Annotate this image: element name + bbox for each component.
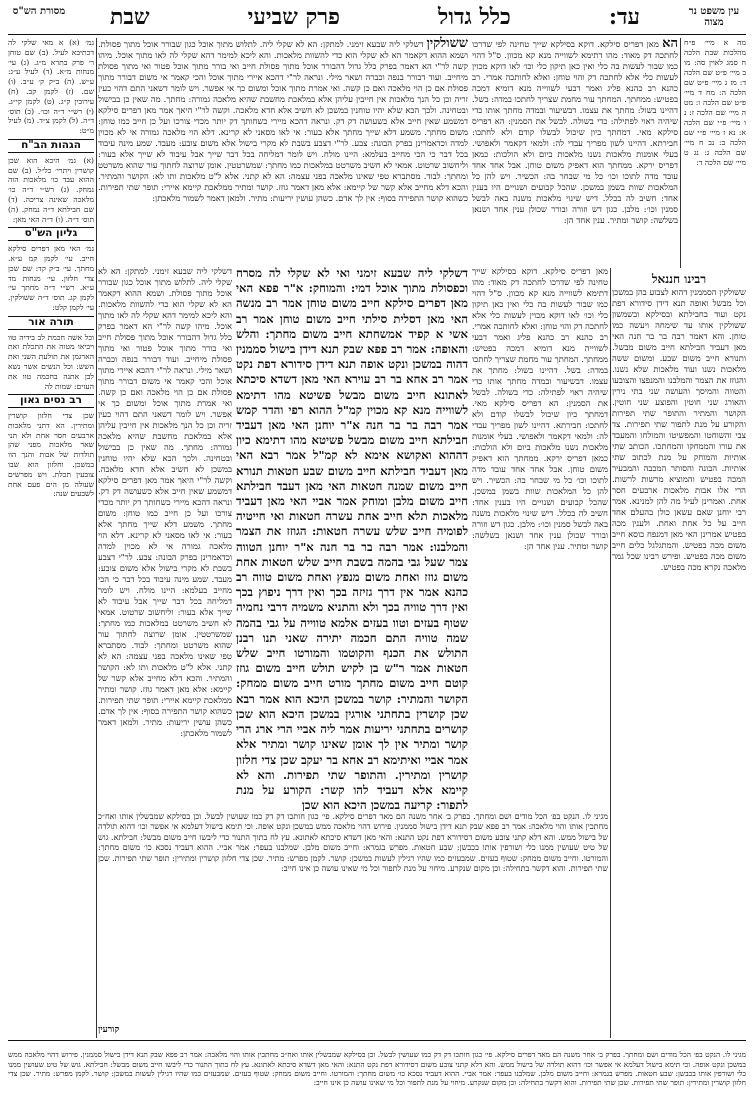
footnote-block: [8, 1043, 746, 1113]
hagahot-habach-title: הגהות הב"ח: [8, 139, 94, 153]
rabbenu-chananel-text: ששולקין הסממנין דהוא לצבוע בהן במשכן וכל מבשל ואופה תנא דידן סידורא דפת נקט ועוד בחבילתא ובסילקא ובשמשון ששולקין אותו עד שימחה ויעשה כמו טוחן. והא דאמר רבה בר בר חנה האי מאן דעביד חבילתא חייב משום מבשל. ותנורא חייב משום שבע. ומשום ששה מלאכות נשנו ועוד מלאכות שלא נשנו. והגוזז את הצמר והמלבנו והמנפצו והצובעו והטווה והמיסך והעושה שני בתי נירין והאורג שני חוטין והפוצע שני חוטין. הקושר והמתיר והתופר שתי תפירות והקורע על מנת לתפור שתי תפירות. צד צבי והשוחטו והמפשיטו והמולחו והמעבד את עורו והממחקו והמחתכו. הכותב שתי אותיות והמוחק על מנת לכתוב שתי אותיות. הבונה והסותר המכבה והמבעיר המכה בפטיש והמוציא מרשות לרשות. הרי אלו אבות מלאכות ארבעים חסר אחת. ואמרינן לעיל מה להן למנינא. אמר רבי יוחנן שאם עשאן כולן בהעלם אחד חייב על כל אחת ואחת. ולענין מכה בפטיש אמרינן האי מאן דמנפח כוסא חייב משום מכה בפטיש. והמתגלגל כלים חייב משום מכה בפטיש. ופירש רבינו שכל גמר מלאכה נקרא מכה בפטיש.: [612, 287, 746, 572]
hagahot-habach-text: (א) גמ׳ היכא הוא שכן קושרין ויתרי׳ כל״ל. (ב) שם ההוא עבד כו׳ מלאכות הוה נמחק. (ג) רש״י ד״ה כו׳ מלאכה שאינה צריכה. (ד) שם חבילתא ד״ה נמחק. (ה) תוס׳ ד״ה. (ו) ד״ה האי מאן:: [8, 155, 94, 224]
mesorat-hashas-text: גמ׳ (א) א מאי שלקי לה דכתיבא לעיל. (ב) שם טוחן ר׳ פרק בתרא מ״ג. (ג) עי׳ מנחות מ״א. (ד) לעיל ע״ג: ע״ש. (ה) ב״ק ק׳ ע״ב. (ו) שם. (ז) לקמן קב. (ח) עירובין ק״ג. (ט) לקמן קי״ג. (י) רש״י ד״ה וכו׳. (כ) תוס׳ ד״ה. (ל) לקמן צ״ד. (מ) לעיל מ״ט:: [8, 38, 94, 136]
gilyon-hashas-title: גליון הש"ס: [8, 227, 94, 241]
tosafot-text: ששולקין דשלקי ליה שבעא זימני. למתקן: הא לא שקלי ליה. לתלוש מתוך אוכל כגון שבורר אוכל מתוך פסולת. ושמא ההוא דקאמר הא לא שקלי הוא כדי להשוות מלאכות. והא ליכא למימר דהא שקלי לה לאו מתוך אוכל. מיהו קשה לר"י הא דאמר בפרק כלל גדול דהבורר אוכל מתוך פסולת חייב ואי בורר מתוך אוכל פטור ואי מתוך פסולת מיחייב. ועוד דבורר בנפה וכברה ושאר מילי. ונראה לר"י דהכא איירי מתוך אוכל והכי קאמר אי משום דבורר מתוך פסולת אם כן הוי מלאכה ואם כן קשה. ואי אמרת מתוך אוכל ומשום כך אי אפשר. ויש לומר דשאני התם דהוי כעין זריה וכן כל הנך מלאכות אין חייבין עליהן אלא במלאכת מחשבת שהיא מלאכה גמורה: מחתך. מה שאין כן בבישול ובטחינה. ולכך הכא שלא יהיו טוחנין במשכן לא חשיב אלא חדא מלאכה. וקשה לר"י היאך אמר מאן דפרים סילקא דמשמע שאין חייב אלא כשעושה דק דק. ונראה דהכא מיירי כשחותך דק יותר מכדי צורכו ועל כן חייב כמו טוחן: משום מחתך. משמע דלא שייך מחתך אלא בעור: אי לאו מסאני לא קרינא. דלא הוי מלאכה גמורה אי לא מכוין למדה וכדאמרינן בפרק הבונה: צבע. לר"י דצבע בשבת לא מקרי בישול אלא משום צובע: מעבד. שמע מינה עיבוד בכל דבר כי הכי מחייב בעלמא: היינו מולח. ויש לומר דמליחה בכל דבר שייך אבל עיבוד לא שייך אלא בעור: וליחשוב שרטוט. אמאי לא חשיב משרטט במלאכות כמו מחתך: שמשרטטין. אומן שרוצה לחתוך עור שהוא משרטט ומחתך: לבוד. מסתברא טפי שאינו מלאכה בפני עצמה: הא לא קתני. אלא ל"ט מלאכות ותו לא: הקושר והמתיר. והכא דלא מחייב אלא קשר של קיימא: אלא מאן דאמר גוזז. קושר ומתיר ממלאכת קיימא איירי: תופר שתי תפירות. כשהוא קושר התפירה בסוף: אין לך אדם. כשהן עושין יריעות: מתיר. ולמאן דאמר לשמור מלאכתן:: [98, 36, 468, 203]
ein-mishpat-text: מה א מיי׳ פ״ח מהלכות שבת הלכה ח סמג לאוין סה: מו ב מיי׳ פ״ט שם הלכה ד: מז ג מיי׳ פ״ט שם הלכה ה: מח ד מיי׳ פ״ט שם הלכה ו: מט ה מיי׳ שם הלכה ז: נ ו מיי׳ פ״י שם הלכה א: נא ז מיי׳ פ״י שם הלכה ב: נב ח מיי׳ שם הלכה ג: נג ט מיי׳ שם הלכה ד:: [684, 38, 746, 167]
tosafot-column: [98, 38, 468, 266]
right-header-label: עין משפט נר מצוה: [688, 6, 740, 28]
tosafot-text-continued: דשלקי ליה שבעא זימני. למתקן: הא לא שקלי ליה. לתלוש מתוך אוכל כגון שבורר אוכל מתוך פסולת. ושמא ההוא דקאמר הא לא שקלי הוא כדי להשוות מלאכות. והא ליכא למימר דהא שקלי לה לאו מתוך אוכל. מיהו קשה לר"י הא דאמר בפרק כלל גדול דהבורר אוכל מתוך פסולת חייב ואי בורר מתוך אוכל פטור ואי מתוך פסולת מיחייב. ועוד דבורר בנפה וכברה ושאר מילי. ונראה לר"י דהכא איירי מתוך אוכל והכי קאמר אי משום דבורר מתוך פסולת אם כן הוי מלאכה ואם כן קשה. ואי אמרת מתוך אוכל ומשום כך אי אפשר. ויש לומר דשאני התם דהוי כעין זריה וכן כל הנך מלאכות אין חייבין עליהן אלא במלאכת מחשבת שהיא מלאכה גמורה: מחתך. מה שאין כן בבישול ובטחינה. ולכך הכא שלא יהיו טוחנין במשכן לא חשיב אלא חדא מלאכה. וקשה לר"י היאך אמר מאן דפרים סילקא דמשמע שאין חייב אלא כשעושה דק דק. ונראה דהכא מיירי כשחותך דק יותר מכדי צורכו ועל כן חייב כמו טוחן: משום מחתך. משמע דלא שייך מחתך אלא בעור: אי לאו מסאני לא קרינא. דלא הוי מלאכה גמורה אי לא מכוין למדה וכדאמרינן בפרק הבונה: צבע. לר"י דצבע בשבת לא מקרי בישול אלא משום צובע: מעבד. שמע מינה עיבוד בכל דבר כי הכי מחייב בעלמא: היינו מולח. ויש לומר דמליחה בכל דבר שייך אבל עיבוד לא שייך אלא בעור: וליחשוב שרטוט. אמאי לא חשיב משרטט במלאכות כמו מחתך: שמשרטטין. אומן שרוצה לחתוך עור שהוא משרטט ומחתך: לבוד. מסתברא טפי שאינו מלאכה בפני עצמה: הא לא קתני. אלא ל"ט מלאכות ותו לא: הקושר והמתיר. והכא דלא מחייב אלא קשר של קיימא: אלא מאן דאמר גוזז. קושר ומתיר ממלאכת קיימא איירי: תופר שתי תפירות. כשהוא קושר התפירה בסוף: אין לך אדם. כשהן עושין יריעות: מתיר. ולמאן דאמר לשמור מלאכתן:: [98, 266, 232, 738]
ein-mishpat-column: [684, 38, 746, 268]
rashi-text-continued: מאן דפריס סילקא. דוקא בסילקא שייך טחינה לפי שדרכו לחתכה דק מאוד: מהו דתימא לשווייה מנא קא מכוון. ס"ל דהוי כמו שבור לעשות בה כלי ואין כאן תיקון כלי וכו׳ לאו דוקא מכוין לעשות כלי אלא לחתכה דק והוי טוחן: ואלא לחותכה אמרי. רב כהנא רב כהנא פליג ואמר דבעי לשווייה מנא דומיא דמכה בפטיש: ממחתך. המחתך עור מחמת שצריך לחתכו במדה: בשל. דהיינו בשול: מחתך את עצמו. דבשיעור ובמדה מחתך אותו כדי שיהיה ראוי לפתילה: כדי בשולה. לבשל את הסמנין: הא דפריס סילקא מאי. דמחתך כיון שיכול לבשלו קודם ולא לחתכו: חבירתא. דהיינו לשון מפריך עבדי לה: ולמאי דקאמר ולאפושי. בעלי אומנות מלאכות נשנו מלאכות ביום ולא הולכות: כמאן דפריס ירקא. ממחתך הוא דאפיק משום טוחן. אבל אחד אחד עובד מדה לתוכו וכו׳ כל מי שבחר בה: הכשיר. ויש להן כל המלאכות שוות בשמן במשכן. שהכל קבועים ושנויים היו בענין אחד: חשיב לה בכלל. דיש שינוי מלאכות משנה באה לבשל סמנין וכו׳: מלבן. כגון דש וזורה ובורר שכולן ענין אחד ושנאן בשלשה: קושר ומתיר. ענין אחד הן:: [472, 266, 608, 551]
rashi-column-lower: [472, 266, 608, 551]
tosafot-column-lower: [98, 266, 232, 808]
gemara-main-text: [236, 266, 468, 813]
torah-or-title: תורה אור: [8, 316, 94, 330]
catchword: קורעין: [98, 1025, 120, 1035]
page-number: עד:: [608, 4, 640, 30]
gemara-text: דשלקי ליה שבעא זימני ואי לא שקלי לה מסרח וכפסולת מתוך אוכל דמי: והמוחק: א"ר פפא האי מאן דפרים סילקא חייב משום טוחן אמר רב מנשה האי מאן דסלית סילתי חייב משום טוחן אמר רב אשי א קפיד אמשחתא חייב משום מחתך: והלש והאופה: אמר רב פפא שבק תנא דידן בישול סממנין דהוה במשכן ונקט אופה תנא דידן סידורא דפת נקט אמר רב אחא בר רב עוירא האי מאן דשדא סיכתא לאתונא חייב משום מבשל פשיטא מהו דתימא לשווייה מנא קא מכוין קמ"ל ההוא רפי והדר קמש אמר רבה בר בר חנה א"ר יוחנן האי מאן דעביד חבילתא חייב משום מבשל פשיטא מהו דתימא כיון דההוא ואקושא אימא לא קמ"ל אמר רבא האי מאן דעביד חבילתא חייב משום שבע חטאות תנורא חייב משום שמנה חטאות האי מאן דעבד חבילתא חייב משום מלבן ומוחק אמר אביי האי מאן דעביד מלאכות תלא חייב אחת עשרה חטאות ואי חייטיה לפומיה חייב שלש עשרה חטאות: הגוזז את הצמר והמלבנו: אמר רבה בר בר חנה א"ר יוחנן הטווה צמר שעל גבי בהמה בשבת חייב שלש חטאות אחת משום גוזז ואחת משום מנפץ ואחת משום טווה רב כהנא אמר אין דרך גזיזה בכך ואין דרך ניפוץ בכך ואין דרך טוויה בכך ולא והתניא משמיה דרבי נחמיה שטוף בעזים וטוו בעזים אלמא טווייה על גבי בהמה שמה טוויה התם חכמה יתירה שאני תנו רבנן התולש את הכנף והקוטמו והמורטו חייב שלש חטאות אמר ר"ש בן לקיש תולש חייב משום גוזז קוטם חייב משום מחתך מורט חייב משום ממחק: הקושר והמתיר: קושר במשכן היכא הוא אמר רבא שכן קושרין בתחתני אורגין במשכן היכא הוא שכן קושרים בתחתני יריעות אמר ליה אביי הרי ארג הרי קושר ומתיר אין לך אומן שאינו קושר ומתיר אלא אמר אביי ואיתימא רב אחא בר יעקב שכן צדי חלזון קושרין ומתירין. והתופר שתי תפירות. והא לא קיימא אלא דעביד להו קשר: הקורע על מנת לתפור: קריעה במשכן היכא הוא שכן: [236, 266, 468, 813]
footer-rule: [8, 1040, 746, 1041]
rashi-text: הא מאן דפריס סילקא. דוקא בסילקא שייך טחינה לפי שדרכו לחתכה דק מאוד: מהו דתימא לשווייה מנא קא מכוון. ס"ל דהוי כמו שבור לעשות בה כלי ואין כאן תיקון כלי וכו׳ לאו דוקא מכוין לעשות כלי אלא לחתכה דק והוי טוחן: ואלא לחותכה אמרי. רב כהנא רב כהנא פליג ואמר דבעי לשווייה מנא דומיא דמכה בפטיש: ממחתך. המחתך עור מחמת שצריך לחתכו במדה: בשל. דהיינו בשול: מחתך את עצמו. דבשיעור ובמדה מחתך אותו כדי שיהיה ראוי לפתילה: כדי בשולה. לבשל את הסמנין: הא דפריס סילקא מאי. דמחתך כיון שיכול לבשלו קודם ולא לחתכו: חבירתא. דהיינו לשון מפריך עבדי לה: ולמאי דקאמר ולאפושי. בעלי אומנות מלאכות נשנו מלאכות ביום ולא הולכות: כמאן דפריס ירקא. ממחתך הוא דאפיק משום טוחן. אבל אחד אחד עובד מדה לתוכו וכו׳ כל מי שבחר בה: הכשיר. ויש להן כל המלאכות שוות בשמן במשכן. שהכל קבועים ושנויים היו בענין אחד: חשיב לה בכלל. דיש שינוי מלאכות משנה באה לבשל סמנין וכו׳: מלבן. כגון דש וזורה ובורר שכולן ענין אחד ושנאן בשלשה: קושר ומתיר. ענין אחד הן:: [472, 36, 678, 225]
rabbenu-chananel-column: [612, 270, 746, 1035]
perek-title: כלל גדול: [438, 4, 511, 30]
gilyon-hashas-text: גמ׳ האי מאן דפרים סילקא חייב. עי׳ לקמן קמ ע״א. מחתך. עי׳ ב״ק קד: שם שכן צדי חלזון. עי׳ מנחות מד ע״א. רש״י ד״ה מחתך עי׳ לקמן קג. תוס׳ ד״ה ששולקין. עי׳ לקמן קלט:: [8, 244, 94, 312]
masechet-title: שבת: [110, 4, 150, 30]
page-header: [110, 4, 640, 32]
footnote-text: מגיני לו. הנקט בפ׳ הכל מודים ושם ומחתך. בפרק ב׳ אחר משנה הם מאד דפרים סילקא. פי׳ כגון חותכו דק דק כמו שעושין לבשל. וכן בסילקא שמבשלין אותו ואח״כ מחתכין אותו והוי מלאכה: אמר רב פפא שבק תנא דידן בישול סממנין. פירוש דהוי מלאכה ממש במשכן ונקט אופה. וכי תימא בישול דעלמא אי אפשר וכו׳ דהוא תולדה של בישול ממש. והא דלא קתני צובע משום דסידורא דפת נקט התנא: והאי מאן דשדא סיכתא לאתונא. עץ לח בתוך התנור כדי ליבשו חייב משום מבשל: חבילתא. גוש של טיט שעושין ממנו כלי ושורפין אותו בכבשן: שבע חטאות. מפרש בגמרא: וחייב משום מלבן. שמלבנו בעפר: אמר אביי. ההוא דעביד נסכא כו׳ משום מחתך: והמורטו. וחייב משום ממחק: שטוף בעזים. שמבעזים כמו שהיו רגילין לעשות במשכן: קושר. לקמן מפרש: מתיר. שכן צדי חלזון קושרין ומתירין: תופר שתי תפירות. שכן שתי תפירות. והוא דקשר בתחילה: וכן מקום שנקרע. מיחוי על מנת לתפור וכל מי שאינו עושה כן אינו חייב:: [8, 1050, 746, 1088]
column-separator: [96, 38, 97, 1038]
rashi-title: הא: [662, 36, 678, 51]
column-separator: [610, 268, 611, 1038]
rashi-bottom-text: מגיני לו. הנקט בפ׳ הכל מודים ושם ומחתך. בפרק ב׳ אחר משנה הם מאד דפרים סילקא. פי׳ כגון חותכו דק דק כמו שעושין לבשל. וכן בסילקא שמבשלין אותו ואח״כ מחתכין אותו והוי מלאכה: אמר רב פפא שבק תנא דידן בישול סממנין. פירוש דהוי מלאכה ממש במשכן ונקט אופה. וכי תימא בישול דעלמא אי אפשר וכו׳ דהוא תולדה של בישול ממש. והא דלא קתני צובע משום דסידורא דפת נקט התנא: והאי מאן דשדא סיכתא לאתונא. עץ לח בתוך התנור כדי ליבשו חייב משום מבשל: חבילתא. גוש של טיט שעושין ממנו כלי ושורפין אותו בכבשן: שבע חטאות. מפרש בגמרא: וחייב משום מלבן. שמלבנו בעפר: אמר אביי. ההוא דעביד נסכא כו׳ משום מחתך: והמורטו. וחייב משום ממחק: שטוף בעזים. שמבעזים כמו שהיו רגילין לעשות במשכן: קושר. לקמן מפרש: מתיר. שכן צדי חלזון קושרין ומתירין: תופר שתי תפירות. שכן שתי תפירות. והוא דקשר בתחילה: וכן מקום שנקרע. מיחוי על מנת לתפור וכל מי שאינו עושה כן אינו חייב:: [98, 812, 608, 874]
left-margin-column: [8, 38, 94, 1038]
perek-number: פרק שביעי: [247, 4, 341, 30]
rabbenu-chananel-title: רבינו חננאל: [651, 272, 707, 286]
column-separator: [680, 38, 681, 268]
tosafot-title: ששולקין: [426, 36, 468, 51]
left-header-label: מסורת הש"ס: [12, 6, 66, 17]
rav-nissim-gaon-text: שכן צדי חלזון קושרין ומתירין. הא דתני מלאכות ארבעים חסר אחת ולא תני שאר מלאכות מפני שהן תולדות של אבות והנך הוו במשכן. וחלזון הוא שבו צובעין תכלת. ויש מפרשים שעולה מן הים פעם אחת לשבעים שנה:: [8, 411, 94, 499]
header-rule: [8, 34, 746, 35]
rashi-column: [472, 38, 678, 266]
torah-or-text: וכל אשה חכמת לב בידיה טוו ויביאו מטוה את התכלת ואת הארגמן את תולעת השני ואת השש: וכל הנשים אשר נשא לבן אתנה בחכמה טוו את העזים: שמות לה: [8, 332, 94, 391]
rav-nissim-gaon-title: רב נסים גאון: [8, 394, 94, 408]
rashi-bottom-block: [98, 812, 608, 1034]
